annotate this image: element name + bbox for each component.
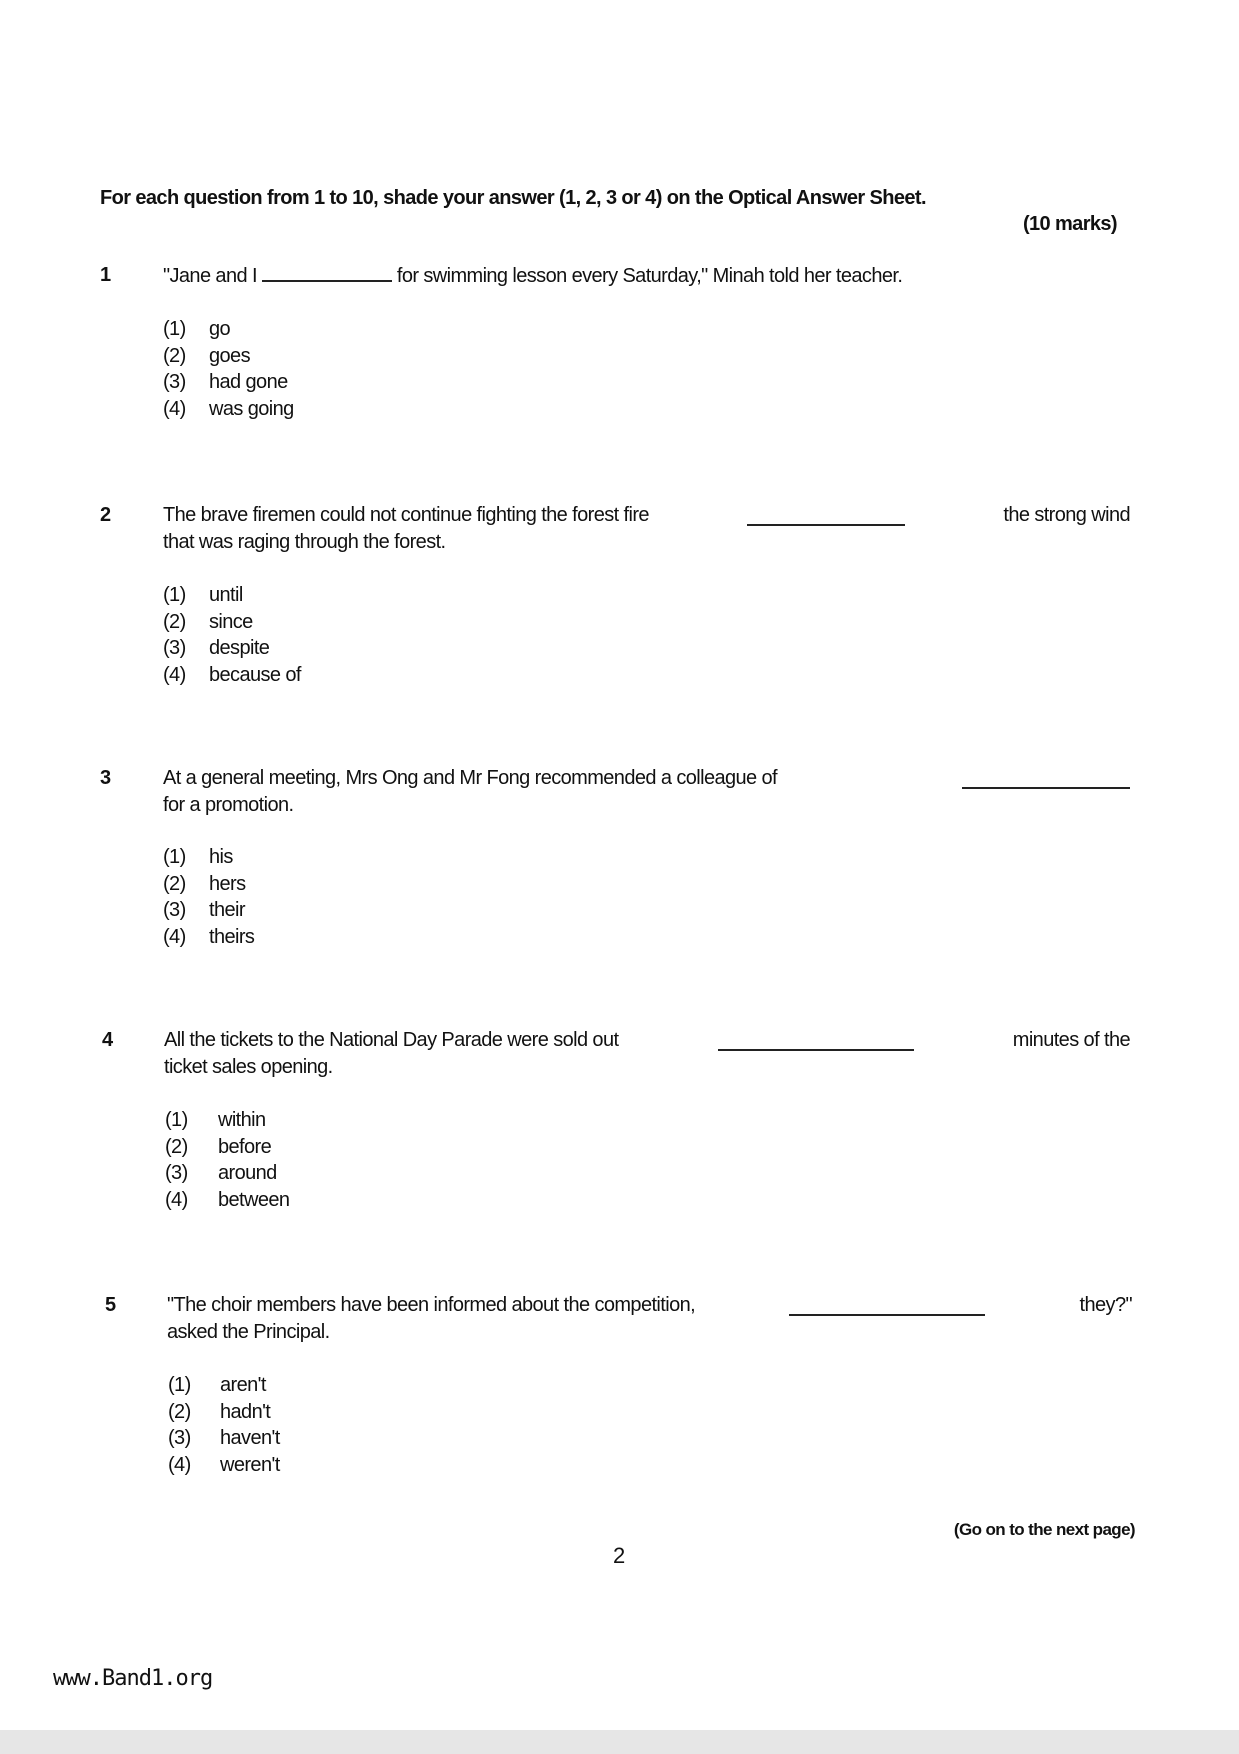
option: (2) goes xyxy=(163,344,250,367)
answer-blank xyxy=(962,769,1130,789)
options-list xyxy=(163,316,294,422)
answer-blank xyxy=(747,506,905,526)
option: (4) theirs xyxy=(163,925,255,948)
question-text xyxy=(163,262,1143,290)
question-text-line2: asked the Principal. xyxy=(167,1321,330,1343)
option: (3) haven't xyxy=(168,1427,280,1449)
question-text xyxy=(163,502,1130,556)
watermark-url: www.Band1.org xyxy=(53,1666,213,1691)
question-text-before: All the tickets to the National Day Parade were sold out xyxy=(164,1029,619,1051)
option: (1) within xyxy=(165,1109,266,1131)
question-text xyxy=(164,1027,1130,1081)
question-text-line2: that was raging through the forest. xyxy=(163,531,446,553)
answer-blank xyxy=(718,1031,914,1051)
page-number: 2 xyxy=(613,1543,626,1568)
option: (3) their xyxy=(163,899,245,921)
question-text-after: for swimming lesson every Saturday," Minah told her teacher. xyxy=(396,265,903,287)
option: (3) around xyxy=(165,1162,277,1184)
options-list xyxy=(165,1107,289,1213)
scan-edge xyxy=(0,1730,1239,1754)
question-text-after: they?" xyxy=(1079,1294,1132,1316)
question-text xyxy=(167,1292,1132,1346)
marks-total: (10 marks) xyxy=(1022,213,1117,235)
question-text-line2: ticket sales opening. xyxy=(164,1056,333,1078)
question-number: 1 xyxy=(100,264,111,286)
question-number: 4 xyxy=(102,1029,113,1051)
option: (2) hers xyxy=(163,872,246,895)
instructions: For each question from 1 to 10, shade your answer (1, 2, 3 or 4) on the Optical Answer Sheet. xyxy=(100,187,926,209)
option: (4) between xyxy=(165,1188,290,1211)
option: (1) his xyxy=(163,846,233,868)
option: (1) go xyxy=(163,318,231,340)
option: (1) until xyxy=(163,584,243,606)
question-number: 2 xyxy=(100,504,111,526)
question-text-before: At a general meeting, Mrs Ong and Mr Fong recommended a colleague of xyxy=(163,767,777,789)
question-text-after: minutes of the xyxy=(1012,1029,1130,1051)
question-text-before: "The choir members have been informed about the competition, xyxy=(167,1294,696,1316)
question-number: 3 xyxy=(100,767,111,789)
question-text-after: the strong wind xyxy=(1003,504,1130,526)
option: (1) aren't xyxy=(168,1374,266,1396)
option: (3) had gone xyxy=(163,371,288,393)
answer-blank xyxy=(789,1296,985,1316)
option: (3) despite xyxy=(163,637,270,659)
option: (2) before xyxy=(165,1135,272,1158)
option: (4) because of xyxy=(163,663,301,686)
go-on-note: (Go on to the next page) xyxy=(953,1520,1135,1539)
options-list xyxy=(168,1372,280,1478)
option: (2) hadn't xyxy=(168,1400,271,1423)
question-text-line2: for a promotion. xyxy=(163,794,294,816)
answer-blank xyxy=(262,262,392,282)
question-text-before: "Jane and I xyxy=(163,265,257,287)
options-list xyxy=(163,844,254,950)
question-text-before: The brave firemen could not continue fighting the forest fire xyxy=(163,504,649,526)
options-list xyxy=(163,582,301,688)
option: (4) was going xyxy=(163,397,294,420)
option: (4) weren't xyxy=(168,1453,280,1476)
option: (2) since xyxy=(163,610,253,633)
question-text xyxy=(163,765,1130,819)
question-number: 5 xyxy=(105,1294,116,1316)
